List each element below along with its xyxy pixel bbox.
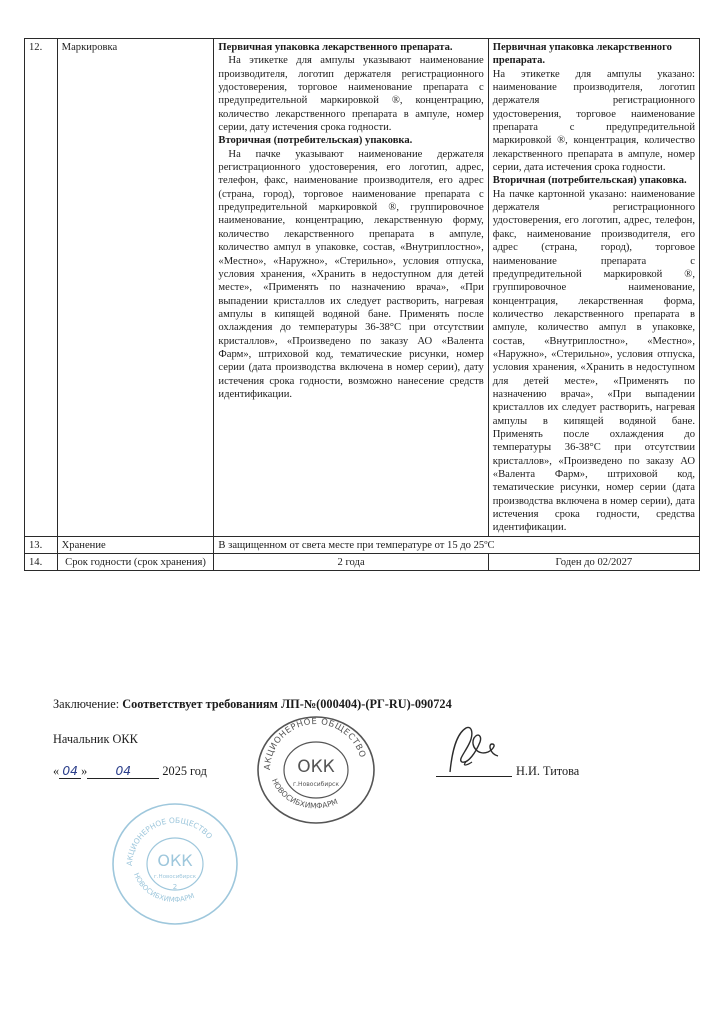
conclusion-label: Заключение: <box>53 697 120 711</box>
requirement-cell <box>214 39 488 537</box>
conclusion-text: Соответствует требованиям ЛП-№(000404)-(РГ-RU)-090724 <box>122 697 452 711</box>
req-secondary-text: На пачке указывают наименование держателя регистрационного удостоверения, его логотип, адрес, телефон, факс, наименование производителя, его адрес (страна, город), торговое наименование препарата с предупредительной маркировкой ®, группировочное наименование, концентрацию, лекарственную форму, количество лекарственного препарата в ампуле, количество ампул в упаковке, состав, «Внутриплостно», «Местно», «Наружно», «Стерильно», условия отпуска, условия хранения, «Хранить в недоступном для детей месте», «Применять по назначению врача», «При выпадении кристаллов их следует растворить, нагревая ампулы в кипящей водяной бане. Применять после охлаждения до температуры 36-38°С при отсутствии кристаллов», «Произведено по заказу АО «Валента Фарм», штриховой код, тематические рисунки, номер серии (дата производства включена в номер серии), дату истечения срока годности, возможно нанесение средств идентификации. <box>218 148 484 400</box>
stamp2-bottom-arc: НОВОСИБХИМФАРМ <box>132 871 196 905</box>
req-primary-title: Первичная упаковка лекарственного препарата. <box>218 42 453 53</box>
stamp-center: ОКК <box>297 757 335 777</box>
okk-stamp-secondary <box>106 796 244 932</box>
req-primary-text: На этикетке для ампулы указывают наименование производителя, логотип держателя регистрационного удостоверения, торговое наименование препарата с предупредительной маркировкой ®, концентрацию, количество лекарственного препарата в ампуле, номер серии, дату истечения срока годности. <box>218 55 484 134</box>
stamp2-number: 2 <box>172 883 178 891</box>
row-name: Маркировка <box>57 39 214 537</box>
table-row <box>25 536 700 553</box>
stamp-top-arc: АКЦИОНЕРНОЕ ОБЩЕСТВО <box>262 716 368 771</box>
chief-title: Начальник ОКК <box>53 732 138 746</box>
stamp2-top-arc: АКЦИОНЕРНОЕ ОБЩЕСТВО <box>124 815 215 867</box>
req-secondary-title: Вторичная (потребительская) упаковка. <box>218 135 413 147</box>
act-secondary-text: На пачке картонной указано: наименование держателя регистрационного удостоверения, его логотип, адрес, телефон, факс, наименование производителя, его адрес (страна, город), торговое наименование препарата с предупредительной маркировкой ®, группировочное наименование, концентрация, лекарственная форма, количество лекарственного препарата в ампуле, количество ампул в упаковке, состав, «Внутриплостно», «Местно», «Наружно», «Стерильно», условия отпуска, условия хранения, «Хранить в недоступном для детей месте», «Применять по назначению врача», «При выпадении кристаллов их следует растворить, нагревая ампулы в кипящей водяной бане. Применять после охлаждения до температуры 36-38°С при отсутствии кристаллов», «Произведено по заказу АО «Валента Фарм», штриховой код, тематические рисунки, номер серии (дата производства включена в номер серии), дата истечения срока годности, средства идентификации. <box>492 188 695 534</box>
row-number: 14. <box>25 554 58 571</box>
signer-name: Н.И. Титова <box>516 764 580 778</box>
signature-line <box>436 776 512 777</box>
date-close-quote: » <box>81 764 88 778</box>
table-row <box>25 39 700 537</box>
date-year: 2025 год <box>162 764 207 778</box>
stamp2-city: г.Новосибирск <box>153 874 197 880</box>
act-primary-title: Первичная упаковка лекарственного препарата. <box>492 42 672 67</box>
act-secondary-title: Вторичная (потребительская) упаковка. <box>492 175 687 187</box>
stamp-city: г.Новосибирск <box>293 781 339 788</box>
storage-cell: В защищенном от света месте при температуре от 15 до 25ºС <box>214 536 700 553</box>
table-row <box>25 554 700 571</box>
stamp-bottom-arc: НОВОСИБХИМФАРМ <box>270 777 340 811</box>
signature-date <box>53 764 207 779</box>
row-number: 13. <box>25 536 58 553</box>
date-day: 04 <box>59 764 81 779</box>
spec-table <box>24 38 700 571</box>
act-primary-text: На этикетке для ампулы указано: наименование производителя, логотип держателя регистрационного удостоверения, торговое наименование препарата с предупредительной маркировкой ®, концентрация, количество лекарственного препарата в ампуле, номер серии, дата истечения срока годности. <box>492 68 695 174</box>
stamp2-center: ОКК <box>157 851 193 870</box>
row-number: 12. <box>25 39 58 537</box>
okk-stamp <box>248 708 384 826</box>
signature-scribble <box>436 722 516 778</box>
requirement-cell: 2 года <box>214 554 488 571</box>
row-name: Хранение <box>57 536 214 553</box>
date-month: 04 <box>87 764 159 779</box>
date-open-quote: « <box>53 764 60 778</box>
row-name: Срок годности (срок хранения) <box>57 554 214 571</box>
actual-cell <box>488 39 699 537</box>
actual-cell: Годен до 02/2027 <box>488 554 699 571</box>
